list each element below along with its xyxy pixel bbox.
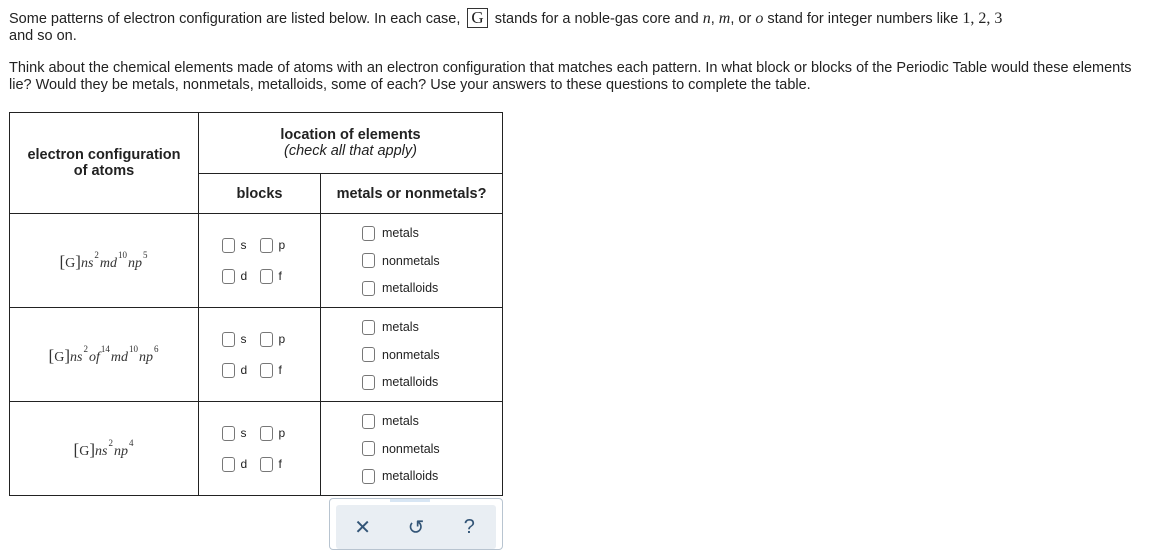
config-term: of <box>88 349 100 365</box>
checkbox[interactable] <box>362 441 375 456</box>
metal-label: nonmetals <box>382 441 440 456</box>
block-option-d[interactable] <box>222 363 260 378</box>
block-option-p[interactable] <box>260 332 298 347</box>
checkbox[interactable] <box>362 320 375 335</box>
block-option-d[interactable] <box>222 457 260 472</box>
checkbox[interactable] <box>362 253 375 268</box>
blocks-header: blocks <box>199 174 321 214</box>
config-term: [ <box>48 345 55 365</box>
config-term: ] <box>89 439 95 459</box>
config-term: np <box>138 349 153 365</box>
metal-option-metals[interactable] <box>362 407 502 435</box>
location-header: location of elements (check all that apply) <box>199 113 503 174</box>
block-option-f[interactable] <box>260 363 298 378</box>
metals-header: metals or nonmetals? <box>321 174 503 214</box>
checkbox[interactable] <box>222 426 235 441</box>
config-cell <box>10 308 199 402</box>
checkbox[interactable] <box>362 281 375 296</box>
config-row <box>10 214 503 308</box>
checkbox[interactable] <box>260 457 273 472</box>
block-label: s <box>240 426 247 440</box>
config-superscript: 2 <box>94 249 99 260</box>
config-term: G <box>54 349 65 365</box>
checkbox[interactable] <box>362 414 375 429</box>
metal-option-metalloids[interactable] <box>362 462 502 490</box>
config-term: np <box>128 255 143 271</box>
block-label: p <box>278 238 286 252</box>
block-label: d <box>240 363 248 377</box>
instructions-paragraph: Think about the chemical elements made of atoms with an electron configuration that matches each pattern. In what block or blocks of the Periodic Table would these elements lie? Would they be metals, nonmetals, metalloids, some of each? Use your answers to these questions to complete the table. <box>9 60 1132 93</box>
block-label: s <box>240 238 247 252</box>
checkbox[interactable] <box>362 347 375 362</box>
config-term: md <box>99 255 118 271</box>
checkbox[interactable] <box>222 457 235 472</box>
checkbox[interactable] <box>362 469 375 484</box>
block-option-s[interactable] <box>222 238 260 253</box>
config-cell <box>10 402 199 496</box>
config-superscript: 6 <box>153 343 159 354</box>
block-label: d <box>240 269 248 283</box>
checkbox[interactable] <box>260 426 273 441</box>
config-superscript: 2 <box>83 343 88 354</box>
metal-label: nonmetals <box>382 253 440 268</box>
block-label: s <box>240 332 247 346</box>
metals-cell <box>321 402 503 496</box>
toolbar-tab <box>390 499 430 502</box>
config-term: ns <box>95 443 108 459</box>
config-row <box>10 402 503 496</box>
block-option-p[interactable] <box>260 238 298 253</box>
config-term: np <box>113 443 128 459</box>
config-term: ] <box>64 345 70 365</box>
undo-icon[interactable]: ↺ <box>407 516 425 539</box>
block-label: p <box>278 426 286 440</box>
intro-text: and so on. <box>9 28 77 44</box>
config-term: ns <box>80 255 94 271</box>
metal-option-metals[interactable] <box>362 219 502 247</box>
checkbox[interactable] <box>260 269 273 284</box>
metal-option-metalloids[interactable] <box>362 274 502 302</box>
config-cell <box>10 214 199 308</box>
config-term: [ <box>73 439 80 459</box>
help-icon[interactable]: ? <box>463 515 475 538</box>
metal-label: nonmetals <box>382 347 440 362</box>
intro-paragraph: Some patterns of electron configuration are listed below. In each case, G stands for a noble-gas core and n, m, or o stand for integer numbers like 1, 2, 3 and so on. <box>9 8 1003 44</box>
config-term: G <box>65 255 76 271</box>
clear-icon[interactable]: ✕ <box>354 516 372 539</box>
metal-label: metalloids <box>382 469 439 483</box>
block-label: p <box>278 332 286 346</box>
metal-label: metals <box>382 226 419 240</box>
block-option-f[interactable] <box>260 269 298 284</box>
config-term: ] <box>75 251 81 271</box>
config-superscript: 2 <box>108 437 113 448</box>
block-option-p[interactable] <box>260 426 298 441</box>
var-n: n <box>702 10 711 27</box>
block-option-f[interactable] <box>260 457 298 472</box>
metal-option-nonmetals[interactable] <box>362 435 502 463</box>
checkbox[interactable] <box>222 269 235 284</box>
var-o: o <box>755 10 764 27</box>
blocks-cell <box>199 308 321 402</box>
checkbox[interactable] <box>222 238 235 253</box>
blocks-cell <box>199 214 321 308</box>
block-option-s[interactable] <box>222 332 260 347</box>
metal-option-metalloids[interactable] <box>362 368 502 396</box>
config-superscript: 10 <box>128 343 138 354</box>
answer-toolbar <box>329 498 503 550</box>
config-term: ns <box>70 349 83 365</box>
metal-label: metalloids <box>382 281 439 295</box>
config-column-header: electron configuration of atoms <box>10 113 199 214</box>
metal-option-metals[interactable] <box>362 313 502 341</box>
intro-text: stand for integer numbers like <box>767 11 959 27</box>
config-term: G <box>79 443 90 459</box>
answer-table <box>9 112 503 496</box>
checkbox[interactable] <box>260 238 273 253</box>
config-superscript: 10 <box>118 249 128 260</box>
config-superscript: 4 <box>128 437 134 448</box>
noble-gas-core-symbol: G <box>467 8 487 28</box>
config-term: [ <box>59 251 66 271</box>
block-label: d <box>240 457 248 471</box>
block-option-s[interactable] <box>222 426 260 441</box>
metal-label: metals <box>382 414 419 428</box>
config-term: md <box>110 349 128 365</box>
metal-option-nonmetals[interactable] <box>362 341 502 369</box>
block-label: f <box>278 363 282 377</box>
config-superscript: 5 <box>143 249 148 260</box>
metal-label: metals <box>382 320 419 334</box>
metals-cell <box>321 214 503 308</box>
metal-label: metalloids <box>382 375 439 389</box>
integer-examples: 1, 2, 3 <box>962 10 1003 27</box>
blocks-cell <box>199 402 321 496</box>
var-m: m <box>718 10 731 27</box>
intro-text: stands for a noble-gas core and <box>494 11 699 27</box>
config-row <box>10 308 503 402</box>
block-label: f <box>278 269 282 283</box>
checkbox[interactable] <box>362 375 375 390</box>
checkbox[interactable] <box>222 332 235 347</box>
checkbox[interactable] <box>260 332 273 347</box>
checkbox[interactable] <box>222 363 235 378</box>
checkbox[interactable] <box>260 363 273 378</box>
metal-option-nonmetals[interactable] <box>362 247 502 275</box>
block-label: f <box>278 457 282 471</box>
block-option-d[interactable] <box>222 269 260 284</box>
intro-text: Some patterns of electron configuration are listed below. In each case, <box>9 11 461 27</box>
checkbox[interactable] <box>362 226 375 241</box>
metals-cell <box>321 308 503 402</box>
config-superscript: 14 <box>100 343 110 354</box>
